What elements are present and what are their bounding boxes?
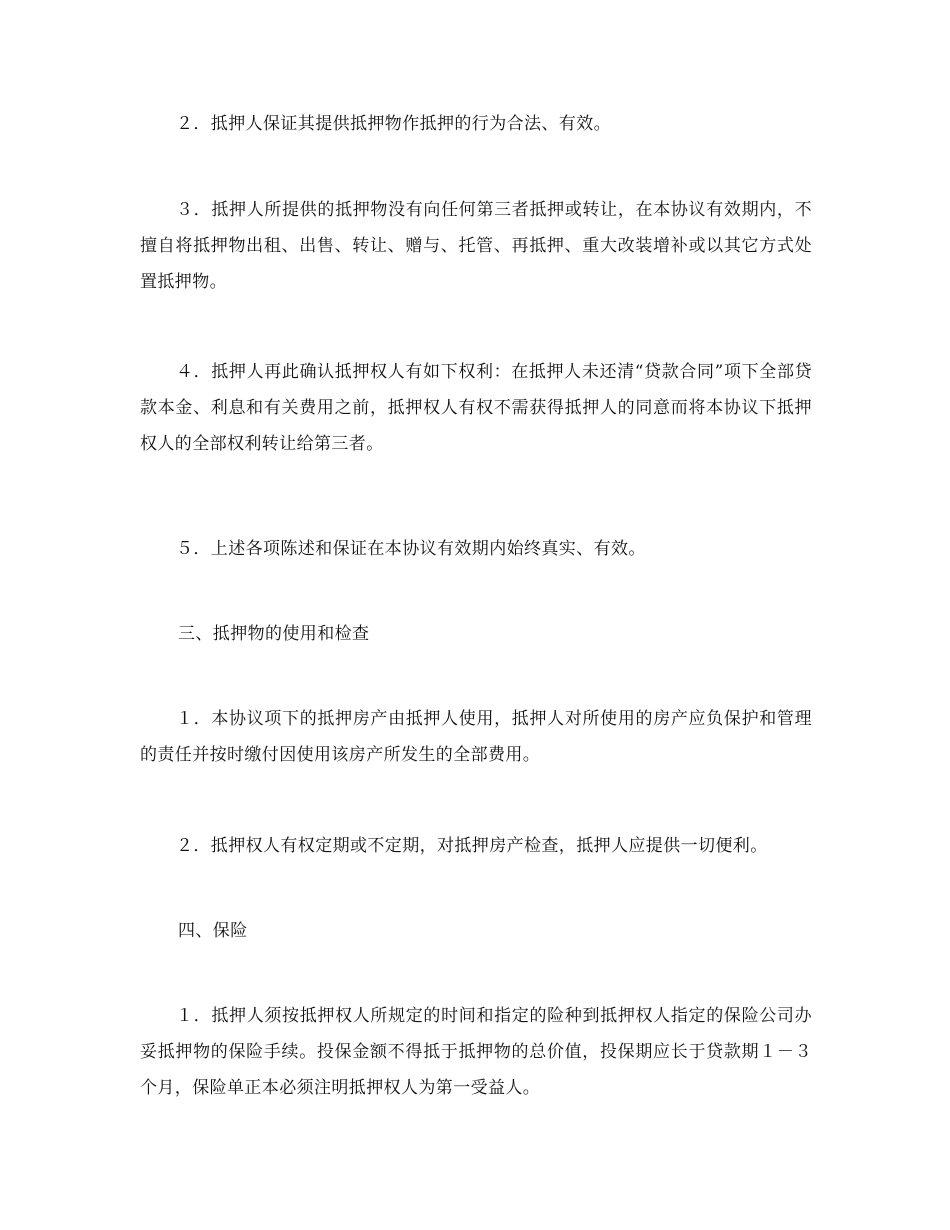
paragraph-mortgagee-rights: ４．抵押人再此确认抵押权人有如下权利：在抵押人未还清“贷款合同”项下全部贷款本金、利息和有关费用之前，抵押权人有权不需获得抵押人的同意而将本协议下抵押权人的全部权利转让给第三者。 [140,362,812,454]
paragraph-statements-valid: ５．上述各项陈述和保证在本协议有效期内始终真实、有效。 [176,539,646,559]
paragraph-property-use: １．本协议项下的抵押房产由抵押人使用，抵押人对所使用的房产应负保护和管理的责任并按时缴付因使用该房产所发生的全部费用。 [140,709,812,765]
section-heading-insurance: 四、保险 [178,921,248,941]
paragraph-guarantee-legal: ２．抵押人保证其提供抵押物作抵押的行为合法、有效。 [176,114,611,134]
section-heading-use-inspection: 三、抵押物的使用和检查 [178,624,370,644]
paragraph-no-transfer: ３．抵押人所提供的抵押物没有向任何第三者抵押或转让，在本协议有效期内，不擅自将抵押物出租、出售、转让、赠与、托管、再抵押、重大改装增补或以其它方式处置抵押物。 [140,200,812,292]
paragraph-inspection-right: ２．抵押权人有权定期或不定期，对抵押房产检查，抵押人应提供一切便利。 [176,836,768,856]
paragraph-insurance-procedure: １．抵押人须按抵押权人所规定的时间和指定的险种到抵押权人指定的保险公司办妥抵押物的保险手续。投保金额不得抵于抵押物的总价值，投保期应长于贷款期１－３个月，保险单正本必须注明抵押权人为第一受益人。 [140,1006,812,1098]
